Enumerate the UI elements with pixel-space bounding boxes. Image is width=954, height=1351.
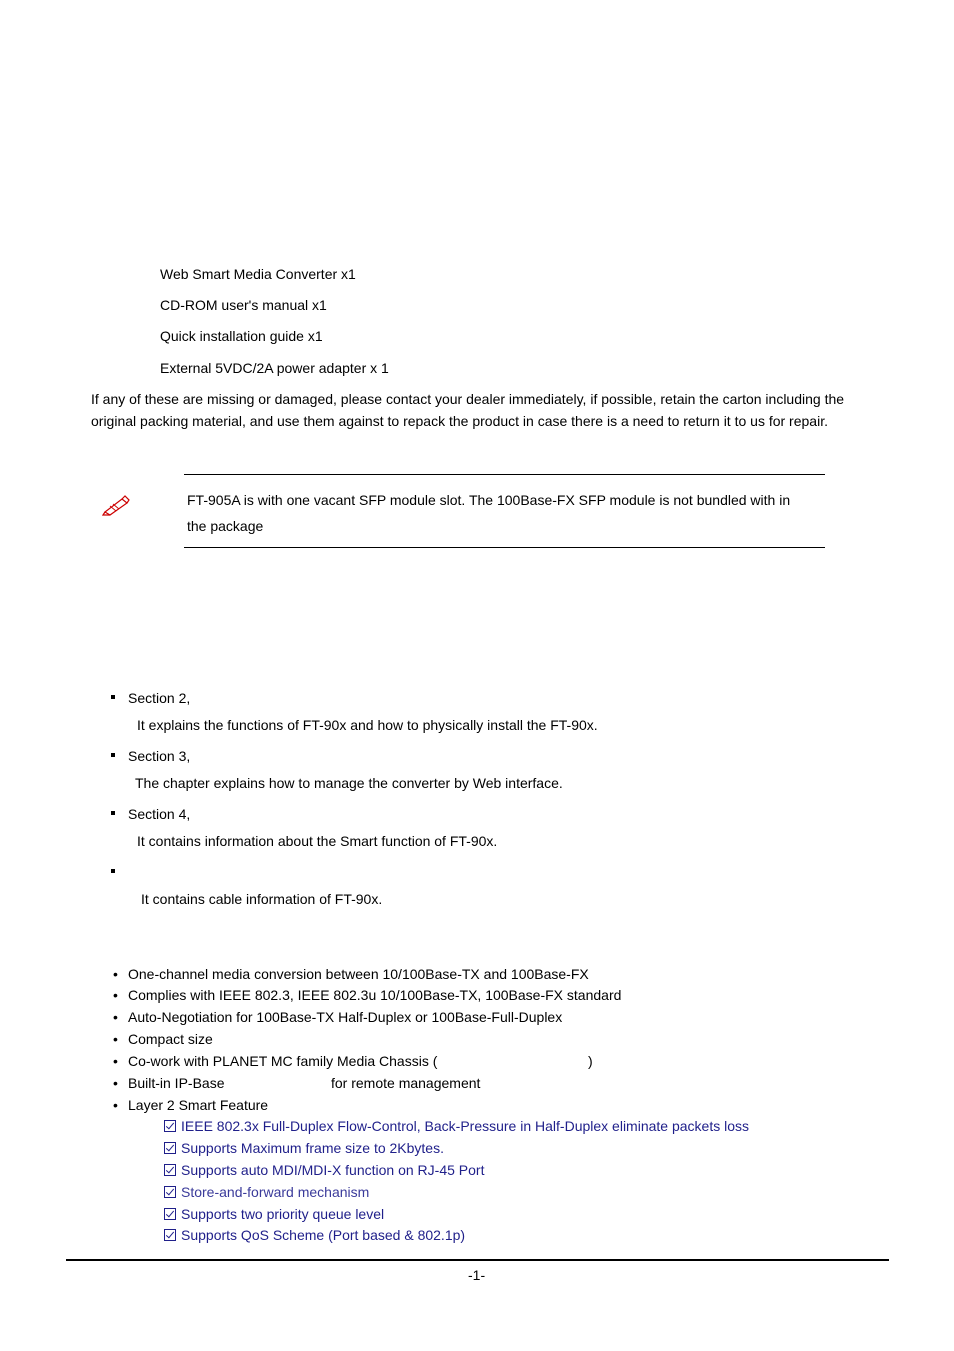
- smart-feature-label: Supports Maximum frame size to 2Kbytes.: [181, 1140, 444, 1156]
- checkbox-checked-icon: [164, 1186, 176, 1198]
- section-title: Section 2,: [128, 690, 191, 706]
- smart-feature-item: [164, 1226, 465, 1244]
- round-bullet-icon: •: [113, 1031, 118, 1047]
- smart-feature-item: [164, 1183, 369, 1201]
- feature-item: Auto-Negotiation for 100Base-TX Half-Duplex or 100Base-Full-Duplex: [128, 1009, 563, 1025]
- note-line: the package: [187, 518, 264, 534]
- missing-notice-line: If any of these are missing or damaged, please contact your dealer immediately, if possible, retain the carton including the: [91, 391, 845, 407]
- pen-note-icon: [102, 494, 130, 516]
- section-desc: The chapter explains how to manage the converter by Web interface.: [135, 775, 563, 791]
- checkbox-checked-icon: [164, 1120, 176, 1132]
- smart-feature-label: Supports QoS Scheme (Port based & 802.1p): [181, 1227, 466, 1243]
- square-bullet-icon: [111, 695, 115, 699]
- footer-rule: [66, 1259, 889, 1261]
- round-bullet-icon: •: [113, 987, 118, 1003]
- package-item: Quick installation guide x1: [160, 328, 323, 344]
- section-title: Section 4,: [128, 806, 191, 822]
- feature-item-builtin-tail: for remote management: [331, 1075, 481, 1091]
- section-desc: It contains information about the Smart function of FT-90x.: [137, 833, 498, 849]
- feature-item-cowork-close: ): [588, 1053, 593, 1069]
- smart-feature-item: [164, 1139, 444, 1157]
- section-desc: It contains cable information of FT-90x.: [141, 891, 383, 907]
- section-title: Section 3,: [128, 748, 191, 764]
- checkbox-checked-icon: [164, 1142, 176, 1154]
- smart-feature-item: [164, 1161, 484, 1179]
- missing-notice-line: original packing material, and use them against to repack the product in case there is a need to return it to us for repair.: [91, 413, 828, 429]
- feature-item-cowork: Co-work with PLANET MC family Media Chassis (: [128, 1053, 438, 1069]
- note-text: [187, 487, 827, 539]
- package-item: Web Smart Media Converter x1: [160, 266, 356, 282]
- note-top-rule: [184, 474, 825, 475]
- feature-item: Layer 2 Smart Feature: [128, 1097, 269, 1113]
- feature-item: One-channel media conversion between 10/100Base-TX and 100Base-FX: [128, 966, 589, 982]
- smart-feature-label: Supports auto MDI/MDI-X function on RJ-45 Port: [181, 1162, 485, 1178]
- section-desc: It explains the functions of FT-90x and how to physically install the FT-90x.: [137, 717, 598, 733]
- page-number: -1-: [468, 1267, 486, 1283]
- feature-item-builtin: Built-in IP-Base: [128, 1075, 225, 1091]
- round-bullet-icon: •: [113, 1053, 118, 1069]
- round-bullet-icon: •: [113, 1009, 118, 1025]
- missing-notice: [91, 388, 881, 432]
- square-bullet-icon: [111, 811, 115, 815]
- smart-feature-item: [164, 1117, 749, 1135]
- package-item: External 5VDC/2A power adapter x 1: [160, 360, 389, 376]
- round-bullet-icon: •: [113, 966, 118, 982]
- round-bullet-icon: •: [113, 1075, 118, 1091]
- checkbox-checked-icon: [164, 1208, 176, 1220]
- smart-feature-label: IEEE 802.3x Full-Duplex Flow-Control, Back-Pressure in Half-Duplex eliminate packets loss: [181, 1118, 749, 1134]
- feature-item: Complies with IEEE 802.3, IEEE 802.3u 10/100Base-TX, 100Base-FX standard: [128, 987, 622, 1003]
- round-bullet-icon: •: [113, 1097, 118, 1113]
- smart-feature-item: [164, 1205, 384, 1223]
- checkbox-checked-icon: [164, 1229, 176, 1241]
- smart-feature-label: Store-and-forward mechanism: [181, 1184, 370, 1200]
- square-bullet-icon: [111, 869, 115, 873]
- smart-feature-label: Supports two priority queue level: [181, 1206, 385, 1222]
- square-bullet-icon: [111, 753, 115, 757]
- note-bottom-rule: [184, 547, 825, 548]
- feature-item: Compact size: [128, 1031, 213, 1047]
- note-line: FT-905A is with one vacant SFP module slot. The 100Base-FX SFP module is not bundled with in: [187, 492, 791, 508]
- checkbox-checked-icon: [164, 1164, 176, 1176]
- package-item: CD-ROM user's manual x1: [160, 297, 327, 313]
